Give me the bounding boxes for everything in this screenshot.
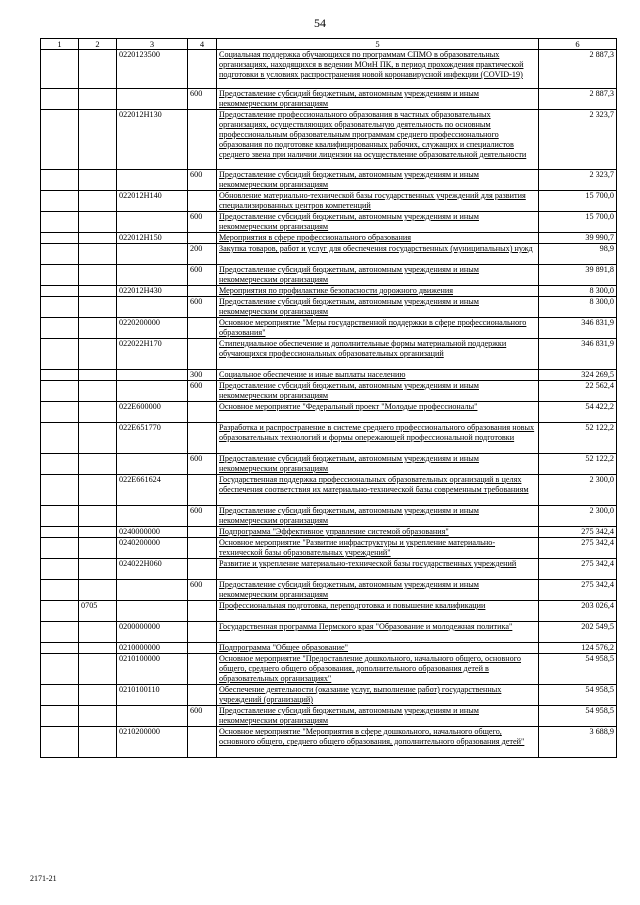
cell-c3: [117, 706, 188, 727]
cell-c4: 300: [188, 370, 217, 381]
table-row: [41, 286, 617, 297]
cell-c3: 024022Н060: [117, 559, 188, 580]
cell-c3: 0210100000: [117, 654, 188, 685]
header-col-4: 4: [188, 39, 217, 50]
cell-c6: 54 958,5: [539, 706, 617, 727]
cell-c2: [79, 233, 117, 244]
cell-c4: 600: [188, 706, 217, 727]
table-row: [41, 454, 617, 475]
table-row: [41, 506, 617, 527]
cell-c3: 022012Н130: [117, 110, 188, 170]
budget-table: [40, 38, 617, 758]
table-row: [41, 527, 617, 538]
cell-c4: [188, 475, 217, 506]
cell-c6: 3 688,9: [539, 727, 617, 758]
table-row: [41, 89, 617, 110]
table-row: [41, 654, 617, 685]
page-number: 54: [314, 16, 326, 30]
cell-c1: [41, 622, 79, 643]
cell-c5: Социальная поддержка обучающихся по программам СПМО в образовательных организациях, находящихся в ведении МОиН ПК, в период прохождения практической подготовки в условиях распространения новой коронавирусной инфекции (COVID-19): [217, 50, 539, 89]
cell-c5: Предоставление субсидий бюджетным, автономным учреждениям и иным некоммерческим организациям: [217, 706, 539, 727]
cell-c2: [79, 402, 117, 423]
table-row: [41, 244, 617, 265]
table-row: [41, 191, 617, 212]
cell-c6: 346 831,9: [539, 318, 617, 339]
cell-c2: [79, 706, 117, 727]
cell-c3: [117, 265, 188, 286]
cell-c1: [41, 454, 79, 475]
cell-c4: [188, 559, 217, 580]
table-row: [41, 538, 617, 559]
cell-c1: [41, 601, 79, 622]
cell-c5: Предоставление субсидий бюджетным, автономным учреждениям и иным некоммерческим организациям: [217, 580, 539, 601]
cell-c3: [117, 580, 188, 601]
table-row: [41, 339, 617, 370]
cell-c1: [41, 339, 79, 370]
cell-c1: [41, 170, 79, 191]
cell-c5: Подпрограмма "Эффективное управление системой образования": [217, 527, 539, 538]
cell-c6: 98,9: [539, 244, 617, 265]
cell-c2: [79, 506, 117, 527]
cell-c4: [188, 339, 217, 370]
cell-c6: 275 342,4: [539, 559, 617, 580]
table-row: [41, 423, 617, 454]
cell-c3: [117, 381, 188, 402]
table-row: [41, 622, 617, 643]
cell-c1: [41, 402, 79, 423]
cell-c6: 2 323,7: [539, 170, 617, 191]
table-header: [41, 39, 617, 50]
cell-c2: [79, 286, 117, 297]
cell-c5: Основное мероприятие "Предоставление дошкольного, начального общего, основного общего, среднего общего образования, дополнительного образования детей в образовательных организациях": [217, 654, 539, 685]
cell-c2: [79, 370, 117, 381]
cell-c4: [188, 286, 217, 297]
cell-c4: [188, 402, 217, 423]
cell-c1: [41, 506, 79, 527]
cell-c4: [188, 601, 217, 622]
cell-c1: [41, 559, 79, 580]
cell-c5: Предоставление субсидий бюджетным, автономным учреждениям и иным некоммерческим организациям: [217, 506, 539, 527]
cell-c1: [41, 370, 79, 381]
cell-c3: 022Е600000: [117, 402, 188, 423]
cell-c1: [41, 110, 79, 170]
cell-c6: 346 831,9: [539, 339, 617, 370]
cell-c1: [41, 212, 79, 233]
cell-c5: Государственная поддержка профессиональных образовательных организаций в целях обеспечения соответствия их материально-технической базы современным требованиям: [217, 475, 539, 506]
table-row: [41, 685, 617, 706]
cell-c5: Предоставление субсидий бюджетным, автономным учреждениям и иным некоммерческим организациям: [217, 454, 539, 475]
cell-c6: 22 562,4: [539, 381, 617, 402]
cell-c5: Социальное обеспечение и иные выплаты населению: [217, 370, 539, 381]
cell-c5: Предоставление субсидий бюджетным, автономным учреждениям и иным некоммерческим организациям: [217, 265, 539, 286]
cell-c5: Основное мероприятие "Развитие инфраструктуры и укрепление материально-технической базы образовательных учреждений": [217, 538, 539, 559]
table-row: [41, 706, 617, 727]
cell-c6: 39 891,8: [539, 265, 617, 286]
table-row: [41, 601, 617, 622]
cell-c1: [41, 244, 79, 265]
cell-c3: 0200000000: [117, 622, 188, 643]
cell-c2: [79, 527, 117, 538]
cell-c2: [79, 170, 117, 191]
cell-c4: 600: [188, 506, 217, 527]
cell-c2: [79, 559, 117, 580]
cell-c5: Предоставление профессионального образования в частных образовательных организациях, осуществляющих образовательную деятельность по основным профессиональным образовательным программам среднего профессионального образования по подготовке квалифицированных рабочих, служащих и специалистов среднего звена при наличии лицензии на осуществление образовательной деятельности: [217, 110, 539, 170]
cell-c6: 324 269,5: [539, 370, 617, 381]
cell-c6: 15 700,0: [539, 191, 617, 212]
cell-c6: 54 422,2: [539, 402, 617, 423]
cell-c1: [41, 727, 79, 758]
cell-c1: [41, 423, 79, 454]
cell-c2: [79, 265, 117, 286]
table-row: [41, 402, 617, 423]
cell-c3: 022022Н170: [117, 339, 188, 370]
header-col-3: 3: [117, 39, 188, 50]
cell-c6: 275 342,4: [539, 527, 617, 538]
cell-c2: [79, 475, 117, 506]
cell-c3: 0210100110: [117, 685, 188, 706]
cell-c1: [41, 580, 79, 601]
table-row: [41, 475, 617, 506]
cell-c5: Государственная программа Пермского края "Образование и молодежная политика": [217, 622, 539, 643]
cell-c2: [79, 110, 117, 170]
cell-c4: [188, 110, 217, 170]
header-col-1: 1: [41, 39, 79, 50]
table-row: [41, 318, 617, 339]
cell-c5: Предоставление субсидий бюджетным, автономным учреждениям и иным некоммерческим организациям: [217, 297, 539, 318]
table-body: [41, 50, 617, 758]
cell-c4: 600: [188, 580, 217, 601]
cell-c3: 0240200000: [117, 538, 188, 559]
cell-c2: [79, 191, 117, 212]
cell-c2: [79, 654, 117, 685]
cell-c2: [79, 297, 117, 318]
cell-c4: [188, 727, 217, 758]
cell-c3: 022012Н150: [117, 233, 188, 244]
cell-c5: Профессиональная подготовка, переподготовка и повышение квалификации: [217, 601, 539, 622]
cell-c2: [79, 643, 117, 654]
cell-c1: [41, 265, 79, 286]
cell-c6: 8 300,0: [539, 286, 617, 297]
cell-c3: 0240000000: [117, 527, 188, 538]
table-row: [41, 727, 617, 758]
cell-c3: [117, 244, 188, 265]
cell-c1: [41, 233, 79, 244]
table-row: [41, 297, 617, 318]
cell-c3: [117, 454, 188, 475]
cell-c5: Мероприятия по профилактике безопасности дорожного движения: [217, 286, 539, 297]
cell-c6: 54 958,5: [539, 654, 617, 685]
cell-c2: [79, 622, 117, 643]
cell-c3: 0210200000: [117, 727, 188, 758]
cell-c2: [79, 538, 117, 559]
cell-c4: [188, 233, 217, 244]
cell-c4: 600: [188, 170, 217, 191]
cell-c2: [79, 381, 117, 402]
cell-c1: [41, 50, 79, 89]
cell-c4: [188, 538, 217, 559]
cell-c2: 0705: [79, 601, 117, 622]
cell-c3: 0210000000: [117, 643, 188, 654]
cell-c5: Обновление материально-технической базы государственных учреждений для развития специализированных центров компетенций: [217, 191, 539, 212]
cell-c6: 8 300,0: [539, 297, 617, 318]
cell-c6: 124 576,2: [539, 643, 617, 654]
cell-c5: Мероприятия в сфере профессионального образования: [217, 233, 539, 244]
cell-c4: 600: [188, 89, 217, 110]
header-col-6: 6: [539, 39, 617, 50]
table-row: [41, 233, 617, 244]
cell-c3: 022Е661624: [117, 475, 188, 506]
cell-c6: 2 887,3: [539, 89, 617, 110]
cell-c1: [41, 643, 79, 654]
table-row: [41, 50, 617, 89]
cell-c5: Развитие и укрепление материально-технической базы государственных учреждений: [217, 559, 539, 580]
cell-c2: [79, 685, 117, 706]
cell-c4: 200: [188, 244, 217, 265]
cell-c6: 2 887,3: [539, 50, 617, 89]
cell-c4: 600: [188, 265, 217, 286]
cell-c6: 2 300,0: [539, 475, 617, 506]
cell-c2: [79, 339, 117, 370]
cell-c4: 600: [188, 381, 217, 402]
cell-c4: 600: [188, 454, 217, 475]
cell-c5: Основное мероприятие "Федеральный проект "Молодые профессионалы": [217, 402, 539, 423]
cell-c6: 52 122,2: [539, 423, 617, 454]
cell-c1: [41, 538, 79, 559]
cell-c5: Предоставление субсидий бюджетным, автономным учреждениям и иным некоммерческим организациям: [217, 212, 539, 233]
cell-c4: 600: [188, 297, 217, 318]
cell-c5: Предоставление субсидий бюджетным, автономным учреждениям и иным некоммерческим организациям: [217, 89, 539, 110]
cell-c5: Основное мероприятие "Мероприятия в сфере дошкольного, начального общего, основного общего, среднего общего образования, дополнительного образования детей": [217, 727, 539, 758]
cell-c3: [117, 506, 188, 527]
cell-c5: Предоставление субсидий бюджетным, автономным учреждениям и иным некоммерческим организациям: [217, 381, 539, 402]
cell-c2: [79, 212, 117, 233]
table-row: [41, 643, 617, 654]
cell-c4: [188, 685, 217, 706]
cell-c1: [41, 527, 79, 538]
cell-c2: [79, 580, 117, 601]
cell-c3: [117, 601, 188, 622]
cell-c1: [41, 685, 79, 706]
cell-c6: 275 342,4: [539, 580, 617, 601]
cell-c2: [79, 244, 117, 265]
table-row: [41, 381, 617, 402]
cell-c6: 203 026,4: [539, 601, 617, 622]
cell-c1: [41, 654, 79, 685]
cell-c5: Подпрограмма "Общее образование": [217, 643, 539, 654]
cell-c4: [188, 643, 217, 654]
header-col-2: 2: [79, 39, 117, 50]
cell-c1: [41, 191, 79, 212]
cell-c2: [79, 89, 117, 110]
cell-c1: [41, 89, 79, 110]
cell-c4: [188, 318, 217, 339]
cell-c5: Разработка и распространение в системе среднего профессионального образования новых образовательных технологий и формы опережающей профессиональной подготовки: [217, 423, 539, 454]
header-col-5: 5: [217, 39, 539, 50]
footer-code: 2171-21: [30, 874, 57, 883]
cell-c5: Основное мероприятие "Меры государственной поддержки в сфере профессионального образования": [217, 318, 539, 339]
cell-c5: Обеспечение деятельности (оказание услуг, выполнение работ) государственных учреждений (организаций): [217, 685, 539, 706]
cell-c1: [41, 706, 79, 727]
table-row: [41, 265, 617, 286]
cell-c2: [79, 423, 117, 454]
cell-c5: Предоставление субсидий бюджетным, автономным учреждениям и иным некоммерческим организациям: [217, 170, 539, 191]
cell-c3: 0220123500: [117, 50, 188, 89]
cell-c4: [188, 622, 217, 643]
cell-c4: [188, 654, 217, 685]
cell-c6: 202 549,5: [539, 622, 617, 643]
cell-c1: [41, 475, 79, 506]
cell-c3: 022Е651770: [117, 423, 188, 454]
cell-c3: [117, 212, 188, 233]
cell-c5: Стипендиальное обеспечение и дополнительные формы материальной поддержки обучающихся профессиональных образовательных организаций: [217, 339, 539, 370]
cell-c4: [188, 50, 217, 89]
cell-c6: 52 122,2: [539, 454, 617, 475]
cell-c2: [79, 318, 117, 339]
cell-c3: [117, 89, 188, 110]
table-row: [41, 212, 617, 233]
cell-c3: 022012Н430: [117, 286, 188, 297]
cell-c3: [117, 170, 188, 191]
cell-c6: 39 990,7: [539, 233, 617, 244]
table-row: [41, 370, 617, 381]
cell-c2: [79, 727, 117, 758]
cell-c1: [41, 318, 79, 339]
table-row: [41, 110, 617, 170]
cell-c6: 2 300,0: [539, 506, 617, 527]
cell-c1: [41, 381, 79, 402]
table-row: [41, 170, 617, 191]
cell-c4: [188, 527, 217, 538]
cell-c3: [117, 297, 188, 318]
cell-c2: [79, 454, 117, 475]
cell-c6: 15 700,0: [539, 212, 617, 233]
cell-c6: 54 958,5: [539, 685, 617, 706]
cell-c6: 2 323,7: [539, 110, 617, 170]
cell-c4: 600: [188, 212, 217, 233]
cell-c6: 275 342,4: [539, 538, 617, 559]
table-row: [41, 559, 617, 580]
cell-c4: [188, 423, 217, 454]
cell-c3: 0220200000: [117, 318, 188, 339]
cell-c1: [41, 297, 79, 318]
table-row: [41, 580, 617, 601]
cell-c3: [117, 370, 188, 381]
cell-c3: 022012Н140: [117, 191, 188, 212]
cell-c5: Закупка товаров, работ и услуг для обеспечения государственных (муниципальных) нужд: [217, 244, 539, 265]
cell-c4: [188, 191, 217, 212]
cell-c1: [41, 286, 79, 297]
cell-c2: [79, 50, 117, 89]
